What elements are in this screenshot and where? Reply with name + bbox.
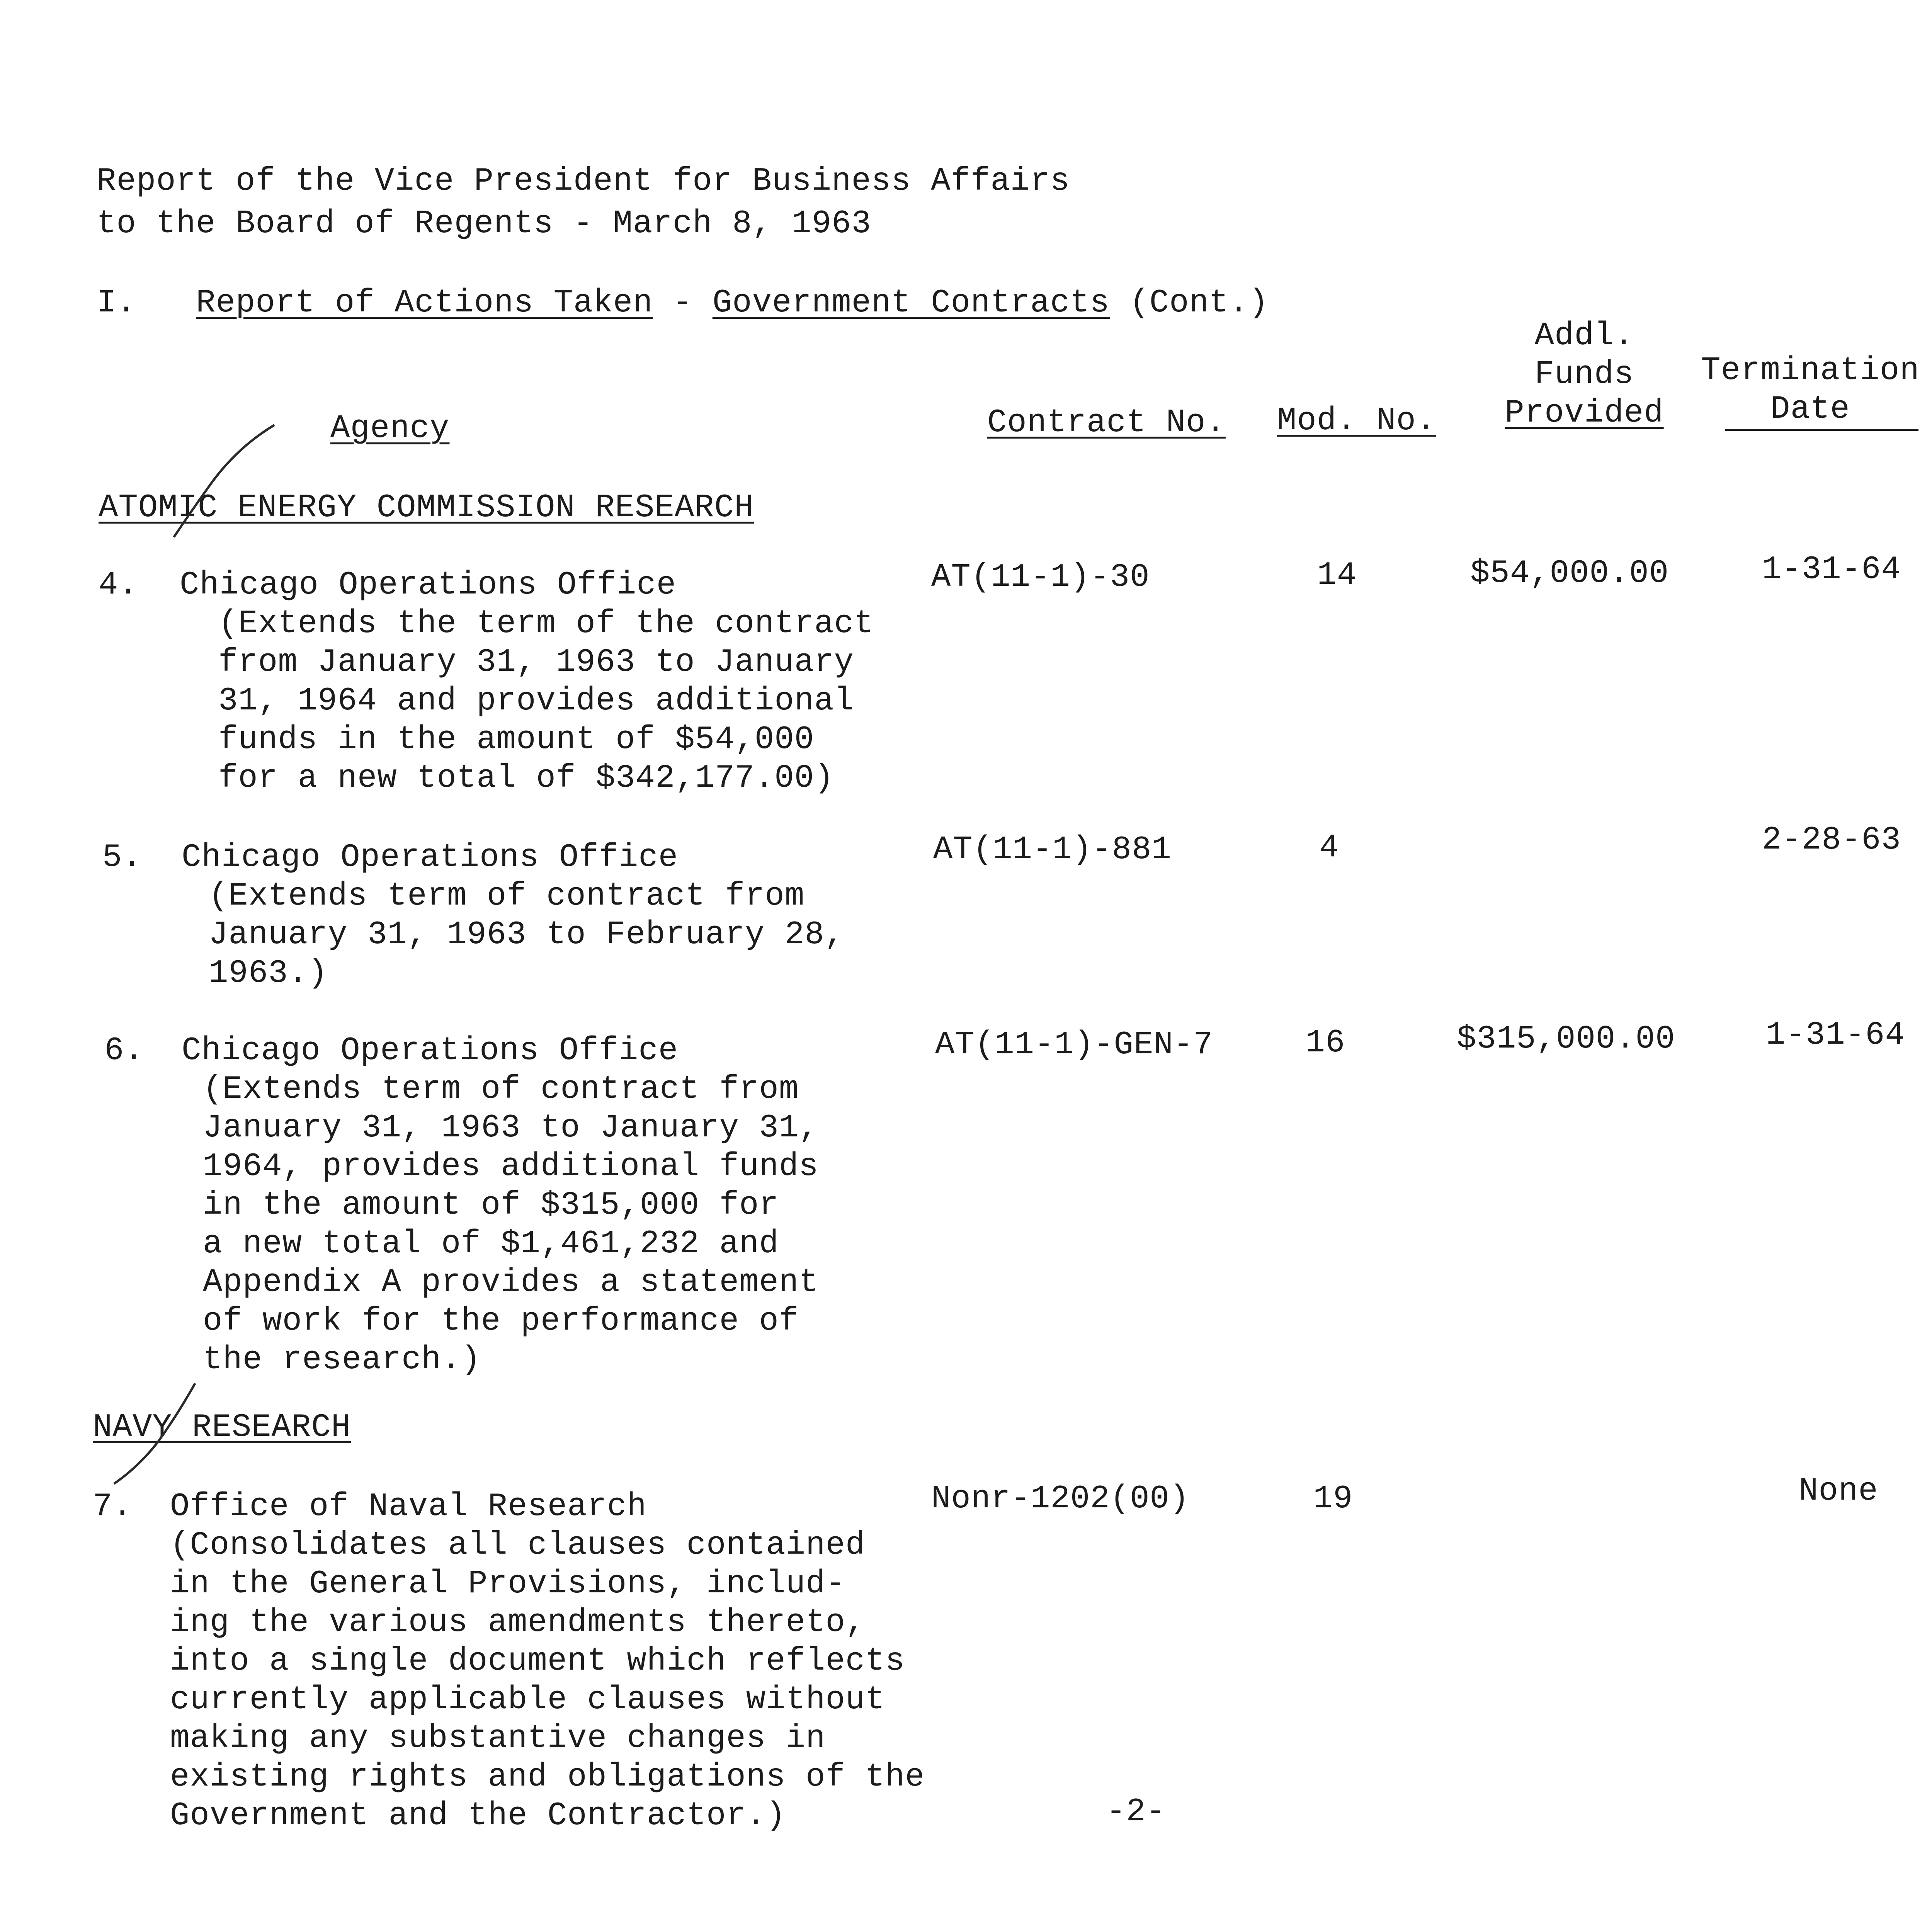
section-title-actions: Report of Actions Taken bbox=[196, 285, 653, 321]
column-header-termination: Termination bbox=[1701, 352, 1920, 389]
column-header-mod-no: Mod. No. bbox=[1277, 403, 1436, 439]
entry-5-agency: Chicago Operations Office bbox=[182, 839, 679, 876]
entry-6-mod-no: 16 bbox=[1305, 1025, 1345, 1061]
entry-5-description: (Extends term of contract from January 31, 1963 to February 28, 1963.) bbox=[209, 878, 845, 992]
column-header-funds: Funds bbox=[1534, 356, 1634, 393]
entry-7-agency: Office of Naval Research bbox=[170, 1488, 647, 1525]
entry-6-description: (Extends term of contract from January 31, 1963 to January 31, 1964, provides additional funds in the amount of $315,000 for a new total of $1,461,232 and Appendix A provides a statement of work for the performance of the research.) bbox=[203, 1071, 819, 1378]
entry-4-termination: 1-31-64 bbox=[1762, 551, 1901, 588]
entry-6-contract-no: AT(11-1)-GEN-7 bbox=[935, 1027, 1213, 1063]
page-number: -2- bbox=[1106, 1794, 1166, 1830]
entry-6-agency: Chicago Operations Office bbox=[182, 1032, 679, 1069]
entry-5-mod-no: 4 bbox=[1319, 830, 1339, 866]
entry-7-mod-no: 19 bbox=[1313, 1481, 1353, 1517]
entry-4-number: 4. bbox=[99, 567, 138, 604]
entry-6-termination: 1-31-64 bbox=[1766, 1017, 1905, 1054]
column-header-provided: Provided bbox=[1505, 395, 1664, 432]
entry-4-funds: $54,000.00 bbox=[1470, 555, 1669, 592]
entry-7-description: (Consolidates all clauses contained in the General Provisions, includ- ing the various amendments thereto, into a single document which reflects currently applicable clauses without making any substantive changes in existing rights and obligations of the Government and the Contractor.) bbox=[170, 1527, 925, 1834]
report-title-line-1: Report of the Vice President for Business Affairs bbox=[97, 163, 1070, 200]
column-header-date: Date bbox=[1770, 391, 1850, 428]
check-mark-atomic-energy bbox=[166, 421, 282, 545]
entry-7-termination: None bbox=[1799, 1473, 1878, 1510]
section-heading bbox=[97, 284, 1269, 323]
section-number: I. bbox=[97, 285, 136, 321]
section-separator: - bbox=[672, 285, 693, 321]
entry-7-number: 7. bbox=[93, 1488, 133, 1525]
entry-5-contract-no: AT(11-1)-881 bbox=[933, 832, 1172, 868]
group-heading-atomic-energy: ATOMIC ENERGY COMMISSION RESEARCH bbox=[99, 490, 754, 526]
group-heading-navy: NAVY RESEARCH bbox=[93, 1409, 351, 1446]
check-mark-navy bbox=[97, 1379, 213, 1495]
section-title-contracts: Government Contracts bbox=[712, 285, 1110, 321]
entry-5-termination: 2-28-63 bbox=[1762, 822, 1901, 859]
column-header-contract-no: Contract No. bbox=[987, 405, 1226, 441]
entry-6-funds: $315,000.00 bbox=[1457, 1021, 1675, 1058]
column-header-addl: Addl. bbox=[1534, 318, 1634, 354]
entry-6-number: 6. bbox=[104, 1032, 144, 1069]
entry-5-number: 5. bbox=[102, 839, 142, 876]
entry-4-contract-no: AT(11-1)-30 bbox=[931, 559, 1150, 596]
column-header-agency: Agency bbox=[330, 410, 450, 447]
termination-date-underline bbox=[1725, 429, 1918, 431]
entry-4-description: (Extends the term of the contract from January 31, 1963 to January 31, 1964 and provides additional funds in the amount of $54,000 for a new total of $342,177.00) bbox=[218, 605, 874, 797]
entry-4-mod-no: 14 bbox=[1317, 557, 1357, 594]
entry-7-contract-no: Nonr-1202(00) bbox=[931, 1481, 1190, 1517]
report-title-line-2: to the Board of Regents - March 8, 1963 bbox=[97, 206, 871, 242]
section-suffix: (Cont.) bbox=[1129, 285, 1269, 321]
entry-4-agency: Chicago Operations Office bbox=[180, 567, 677, 604]
